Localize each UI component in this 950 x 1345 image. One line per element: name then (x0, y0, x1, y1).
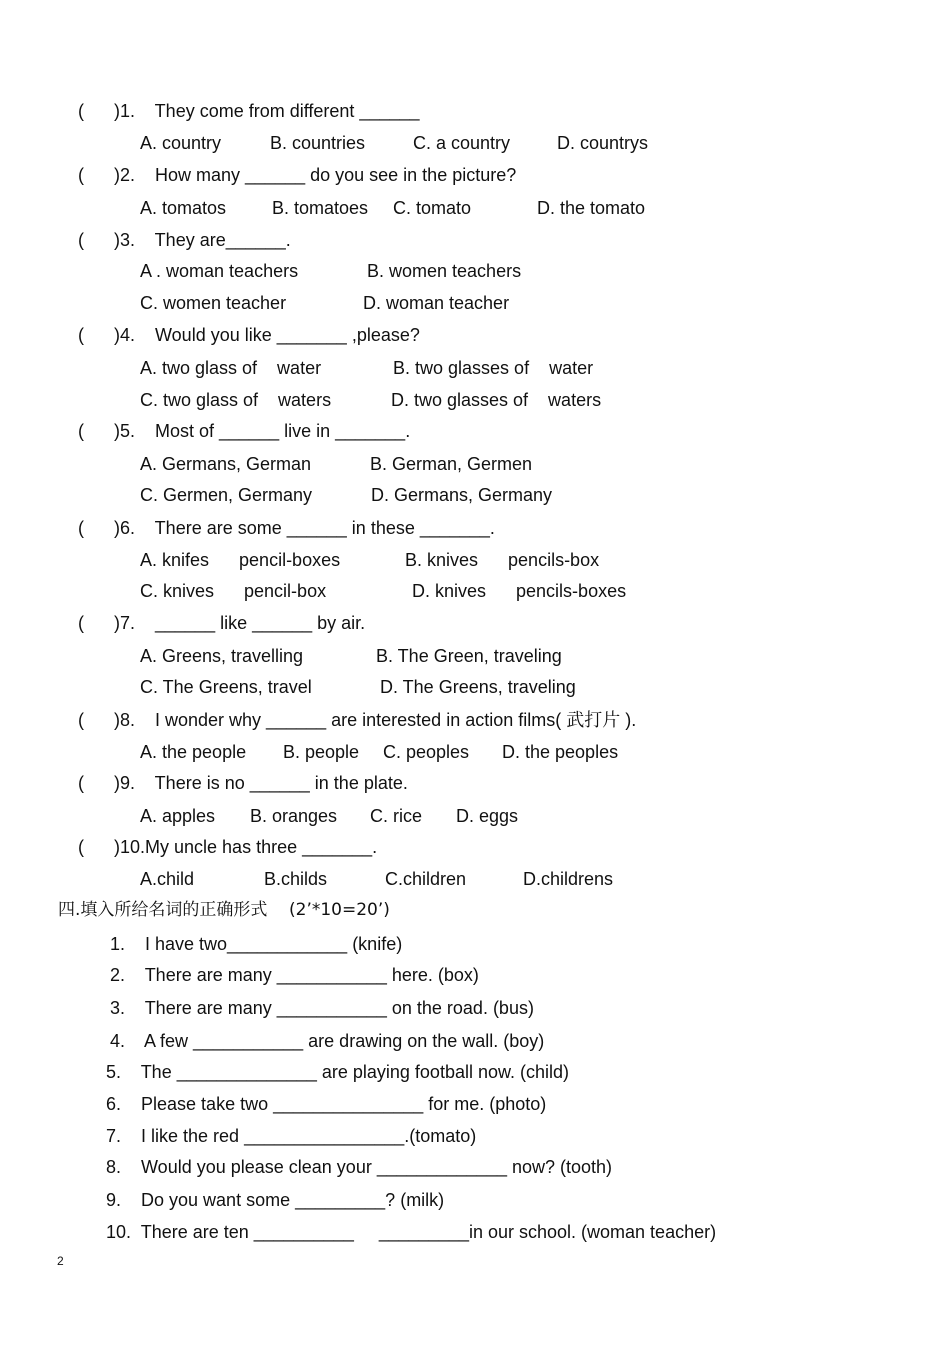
question-4-stem: ( )4. Would you like _______ ,please? (78, 325, 420, 345)
q6-option-b: B. knives pencils-box (405, 550, 600, 570)
q8-option-b: B. people (283, 742, 360, 762)
q6-option-d: D. knives pencils-boxes (412, 581, 627, 601)
q4-option-c: C. two glass of waters (140, 390, 332, 410)
q1-option-a: A. country (140, 133, 222, 153)
section-4-item-8: 8. Would you please clean your _____________ now? (tooth) (106, 1157, 613, 1177)
q5-option-d: D. Germans, Germany (371, 485, 553, 505)
q4-option-b: B. two glasses of water (393, 358, 594, 378)
q2-option-a: A. tomatos (140, 198, 227, 218)
section-4-item-2: 2. There are many ___________ here. (box) (110, 965, 479, 985)
q1-option-b: B. countries (270, 133, 366, 153)
q2-option-c: C. tomato (393, 198, 472, 218)
q4-option-a: A. two glass of water (140, 358, 322, 378)
section-4-item-9: 9. Do you want some _________? (milk) (106, 1190, 445, 1210)
section-4-item-7: 7. I like the red ________________.(tomato) (106, 1126, 477, 1146)
q10-option-a: A.child (140, 869, 195, 889)
q7-option-b: B. The Green, traveling (376, 646, 562, 666)
q9-option-b: B. oranges (250, 806, 338, 826)
q10-option-c: C.children (385, 869, 467, 889)
section-4-item-3: 3. There are many ___________ on the road. (bus) (110, 998, 534, 1018)
q5-option-c: C. Germen, Germany (140, 485, 313, 505)
q5-option-b: B. German, Germen (370, 454, 533, 474)
q3-option-c: C. women teacher (140, 293, 287, 313)
q8-option-d: D. the peoples (502, 742, 619, 762)
question-9-stem: ( )9. There is no ______ in the plate. (78, 773, 408, 793)
q7-option-c: C. The Greens, travel (140, 677, 312, 697)
section-4-item-6: 6. Please take two _______________ for me. (photo) (106, 1094, 547, 1114)
q9-option-d: D. eggs (456, 806, 519, 826)
q10-option-b: B.childs (264, 869, 328, 889)
q10-option-d: D.childrens (523, 869, 614, 889)
section-4-item-5: 5. The ______________ are playing football now. (child) (106, 1062, 569, 1082)
q6-option-a: A. knifes pencil-boxes (140, 550, 341, 570)
q3-option-b: B. women teachers (367, 261, 522, 281)
section-4-item-1: 1. I have two____________ (knife) (110, 934, 403, 954)
section-4-heading: 四.填入所给名词的正确形式 (2’*10=20’) (58, 900, 390, 920)
question-2-stem: ( )2. How many ______ do you see in the picture? (78, 165, 517, 185)
q2-option-d: D. the tomato (537, 198, 646, 218)
question-7-stem: ( )7. ______ like ______ by air. (78, 613, 366, 633)
q4-option-d: D. two glasses of waters (391, 390, 602, 410)
q6-option-c: C. knives pencil-box (140, 581, 327, 601)
q9-option-c: C. rice (370, 806, 423, 826)
question-3-stem: ( )3. They are______. (78, 230, 291, 250)
q3-option-d: D. woman teacher (363, 293, 510, 313)
q5-option-a: A. Germans, German (140, 454, 312, 474)
section-4-item-4: 4. A few ___________ are drawing on the wall. (boy) (110, 1031, 545, 1051)
q1-option-d: D. countrys (557, 133, 649, 153)
q7-option-a: A. Greens, travelling (140, 646, 304, 666)
page-number: 2 (57, 1254, 64, 1268)
question-1-stem: ( )1. They come from different ______ (78, 101, 420, 121)
question-5-stem: ( )5. Most of ______ live in _______. (78, 421, 411, 441)
question-8-stem: ( )8. I wonder why ______ are interested in action films( 武打片 ). (78, 710, 637, 730)
question-6-stem: ( )6. There are some ______ in these _______. (78, 518, 495, 538)
question-10-stem: ( )10.My uncle has three _______. (78, 837, 378, 857)
q1-option-c: C. a country (413, 133, 511, 153)
q9-option-a: A. apples (140, 806, 216, 826)
q8-option-a: A. the people (140, 742, 247, 762)
section-4-item-10: 10. There are ten __________ _________in our school. (woman teacher) (106, 1222, 717, 1242)
q3-option-a: A . woman teachers (140, 261, 299, 281)
q8-option-c: C. peoples (383, 742, 470, 762)
q7-option-d: D. The Greens, traveling (380, 677, 576, 697)
q2-option-b: B. tomatoes (272, 198, 369, 218)
